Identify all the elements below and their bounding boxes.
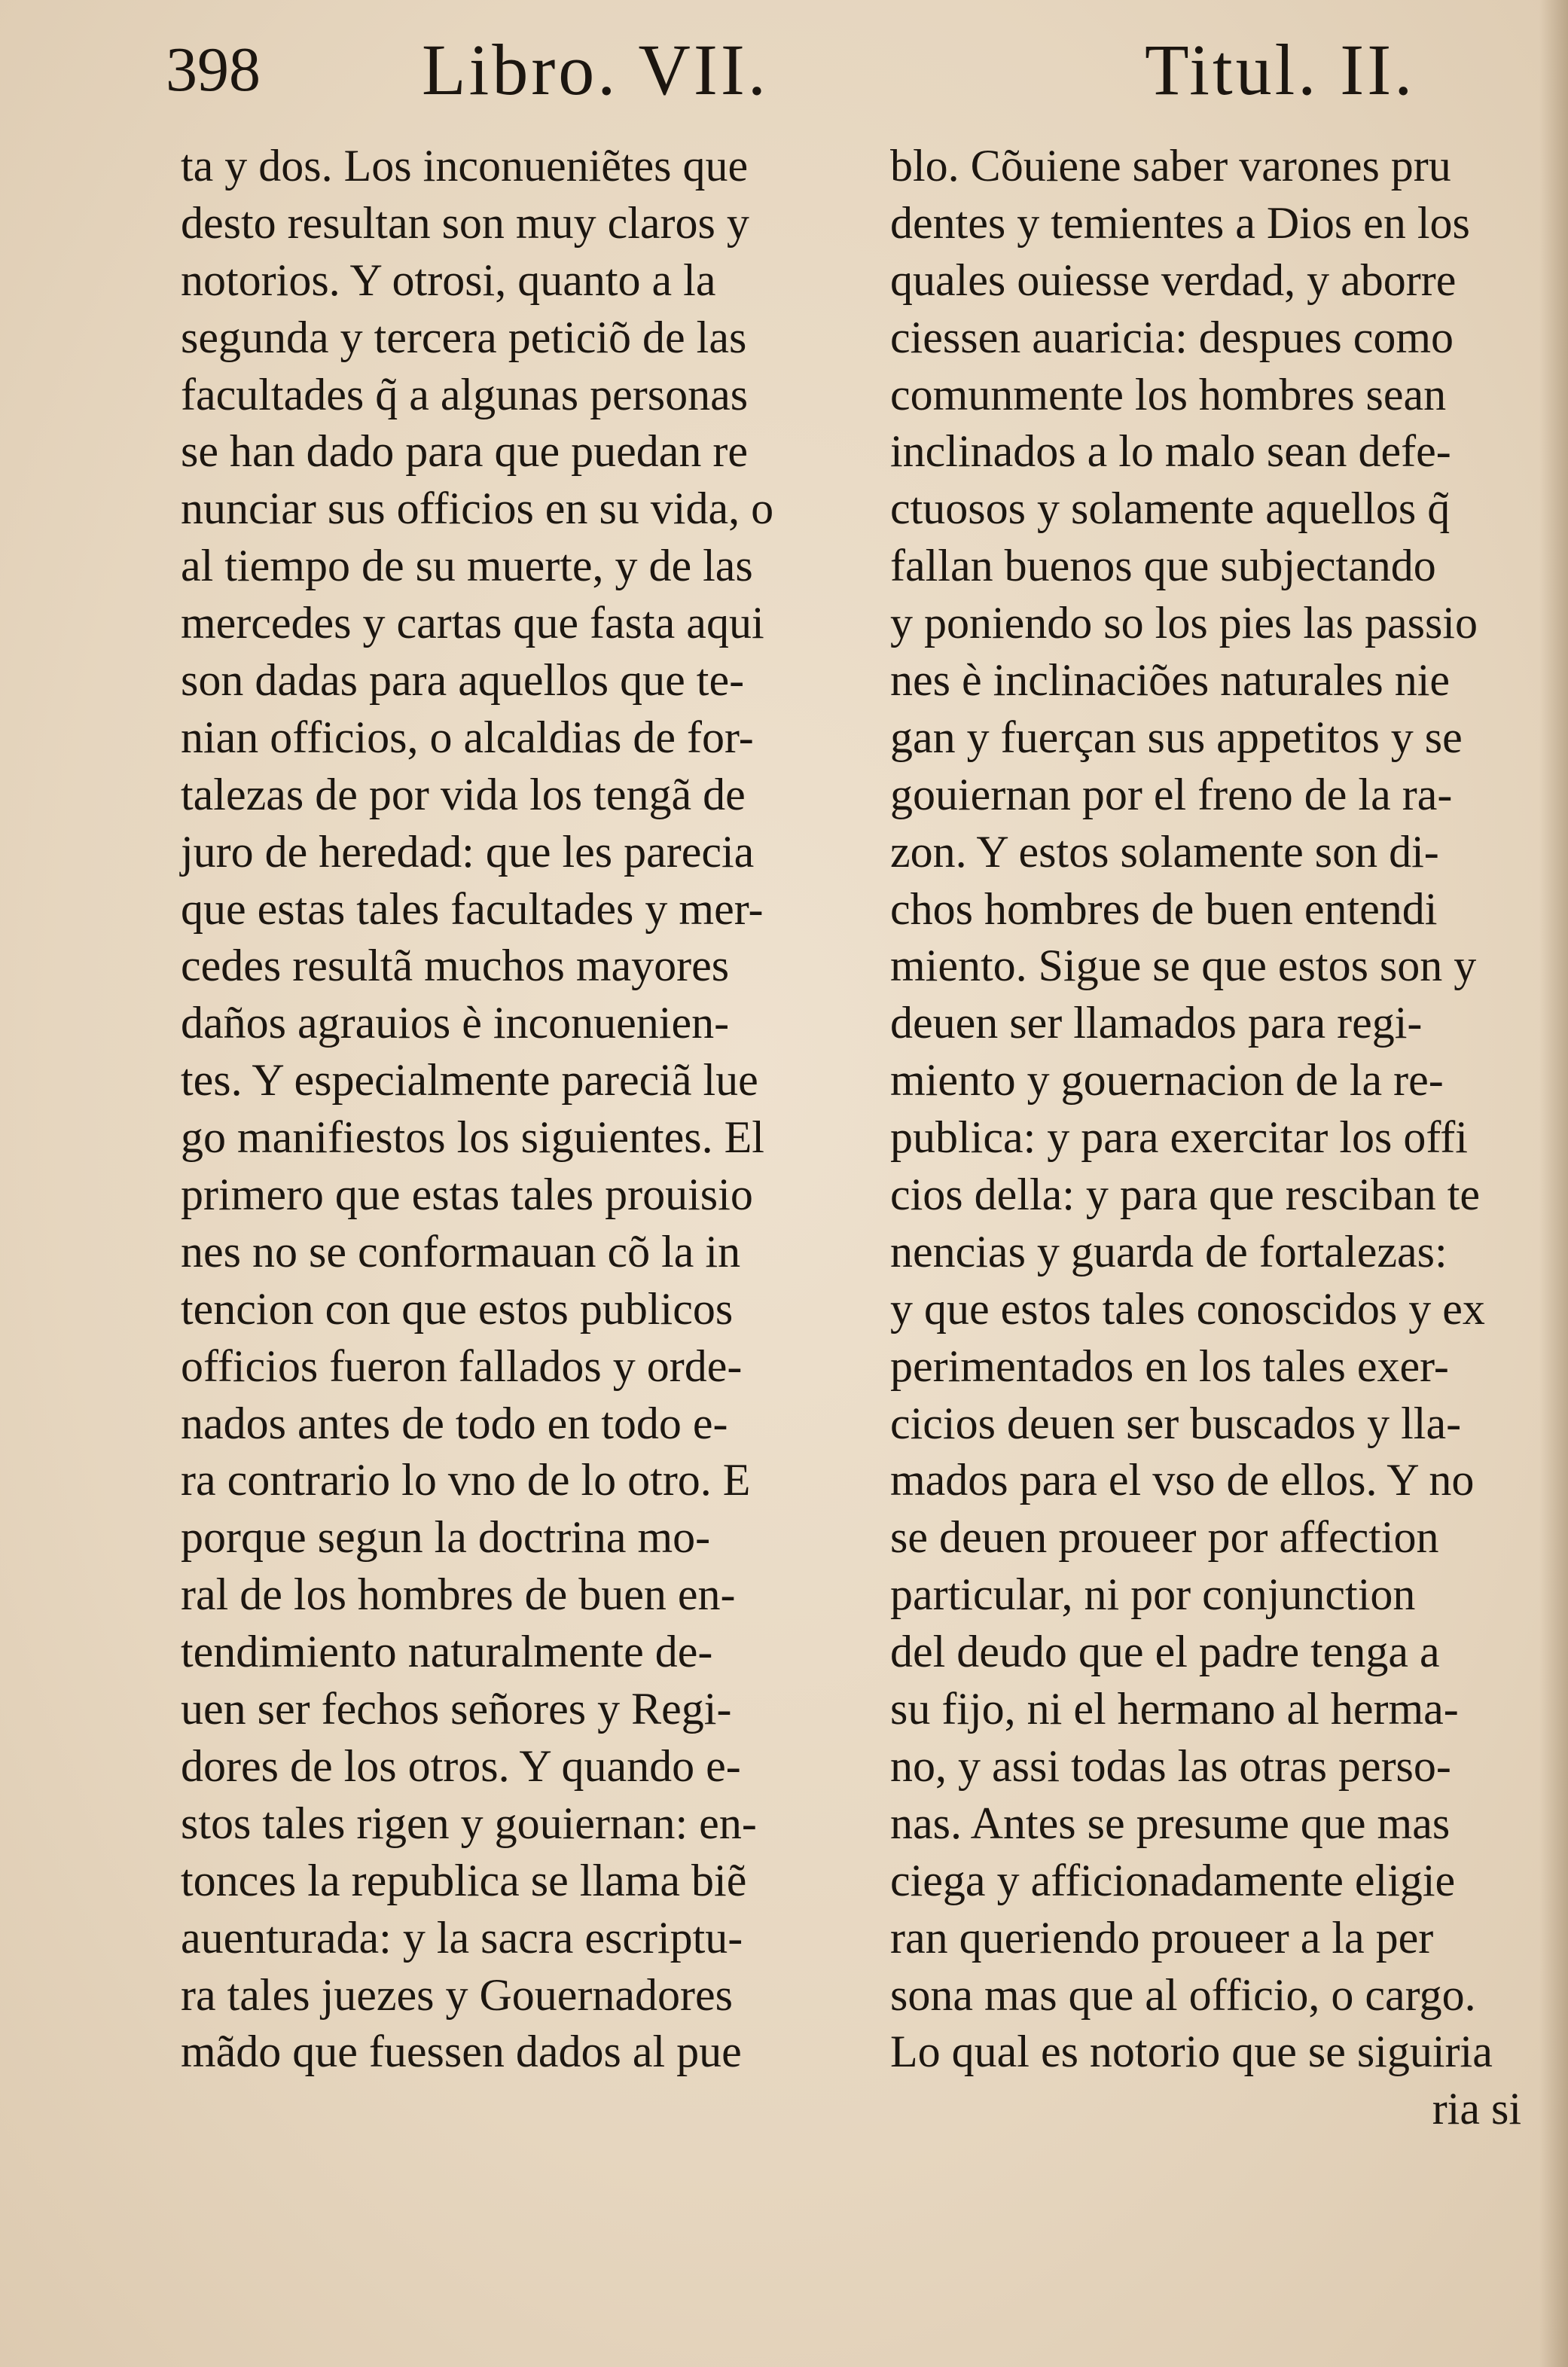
running-header — [166, 29, 1416, 111]
text-line: comunmente los hombres sean — [890, 369, 1447, 419]
text-line: nas. Antes se presume que mas — [890, 1798, 1451, 1848]
text-line: ctuosos y solamente aquellos q̃ — [890, 483, 1451, 534]
text-line: nes è inclinaciões naturales nie — [890, 655, 1451, 706]
text-line: al tiempo de su muerte, y de las — [181, 541, 753, 591]
text-line: su fijo, ni el hermano al herma- — [890, 1684, 1459, 1734]
right-text-column — [890, 138, 1553, 2081]
text-line: no, y assi todas las otras perso- — [890, 1740, 1451, 1791]
text-line: mados para el vso de ellos. Y no — [890, 1455, 1475, 1505]
text-line: uen ser fechos señores y Regi- — [181, 1684, 732, 1734]
text-line: nes no se conformauan cõ la in — [181, 1226, 741, 1277]
text-line: facultades q̃ a algunas personas — [181, 369, 749, 419]
text-line: ra tales juezes y Gouernadores — [181, 1969, 734, 2020]
text-line: miento y gouernacion de la re- — [890, 1055, 1444, 1106]
text-line: fallan buenos que subjectando — [890, 541, 1436, 591]
text-line: auenturada: y la sacra escriptu- — [181, 1912, 743, 1963]
text-line: son dadas para aquellos que te- — [181, 655, 745, 706]
text-line: y que estos tales conoscidos y ex — [890, 1283, 1485, 1334]
text-line: inclinados a lo malo sean defe- — [890, 426, 1451, 477]
page-number: 398 — [166, 35, 261, 105]
text-line: juro de heredad: que les parecia — [181, 826, 755, 877]
text-line: sona mas que al officio, o cargo. — [890, 1969, 1476, 2020]
text-line: stos tales rigen y gouiernan: en- — [181, 1798, 757, 1848]
text-line: ta y dos. Los inconueniẽtes que — [181, 141, 749, 191]
text-line: chos hombres de buen entendi — [890, 883, 1438, 934]
running-head-titulo: Titul. II. — [1145, 29, 1416, 110]
text-line: publica: y para exercitar los offi — [890, 1112, 1468, 1163]
text-line: dores de los otros. Y quando e- — [181, 1740, 741, 1791]
text-line: ral de los hombres de buen en- — [181, 1569, 736, 1620]
text-line: nencias y guarda de fortalezas: — [890, 1226, 1448, 1277]
text-line: nados antes de todo en todo e- — [181, 1398, 728, 1448]
text-line: blo. Cõuiene saber varones pru — [890, 141, 1451, 191]
text-line: nunciar sus officios en su vida, o — [181, 483, 774, 534]
text-line: tencion con que estos publicos — [181, 1283, 734, 1334]
left-text-column — [181, 138, 843, 2081]
text-line: cios della: y para que resciban te — [890, 1170, 1480, 1220]
text-line: zon. Y estos solamente son di- — [890, 826, 1439, 877]
catchword: ria si — [1432, 2084, 1521, 2134]
running-head-libro: Libro. VII. — [422, 29, 769, 110]
text-line: mãdo que fuessen dados al pue — [181, 2027, 742, 2077]
text-line: primero que estas tales prouisio — [181, 1170, 753, 1220]
text-line: y poniendo so los pies las passio — [890, 598, 1478, 648]
text-line: Lo qual es notorio que se siguiria — [890, 2027, 1493, 2077]
text-line: deuen ser llamados para regi- — [890, 998, 1423, 1048]
text-line: officios fueron fallados y orde- — [181, 1341, 743, 1391]
text-line: notorios. Y otrosi, quanto a la — [181, 255, 716, 305]
text-line: miento. Sigue se que estos son y — [890, 941, 1477, 991]
text-line: quales ouiesse verdad, y aborre — [890, 255, 1457, 305]
text-line: tes. Y especialmente pareciã lue — [181, 1055, 758, 1106]
text-line: ran queriendo proueer a la per — [890, 1912, 1434, 1963]
text-line: porque segun la doctrina mo- — [181, 1512, 711, 1563]
text-line: ra contrario lo vno de lo otro. E — [181, 1455, 751, 1505]
text-line: del deudo que el padre tenga a — [890, 1627, 1440, 1677]
text-line: tonces la republica se llama biẽ — [181, 1855, 747, 1905]
text-line: mercedes y cartas que fasta aqui — [181, 598, 764, 648]
text-line: gan y fuerçan sus appetitos y se — [890, 712, 1463, 762]
text-line: talezas de por vida los tengã de — [181, 769, 746, 819]
text-line: se han dado para que puedan re — [181, 426, 748, 477]
text-line: perimentados en los tales exer- — [890, 1341, 1449, 1391]
text-line: desto resultan son muy claros y — [181, 197, 749, 248]
text-line: cedes resultã muchos mayores — [181, 941, 730, 991]
text-line: ciega y afficionadamente eligie — [890, 1855, 1456, 1905]
text-line: ciessen auaricia: despues como — [890, 312, 1454, 362]
text-line: particular, ni por conjunction — [890, 1569, 1416, 1620]
text-line: segunda y tercera peticiõ de las — [181, 312, 747, 362]
text-line: que estas tales facultades y mer- — [181, 883, 764, 934]
text-line: nian officios, o alcaldias de for- — [181, 712, 754, 762]
text-line: go manifiestos los siguientes. El — [181, 1112, 764, 1163]
text-line: tendimiento naturalmente de- — [181, 1627, 713, 1677]
text-line: se deuen proueer por affection — [890, 1512, 1439, 1563]
text-line: cicios deuen ser buscados y lla- — [890, 1398, 1462, 1448]
text-line: daños agrauios è inconuenien- — [181, 998, 730, 1048]
text-line: dentes y temientes a Dios en los — [890, 197, 1470, 248]
text-line: gouiernan por el freno de la ra- — [890, 769, 1453, 819]
